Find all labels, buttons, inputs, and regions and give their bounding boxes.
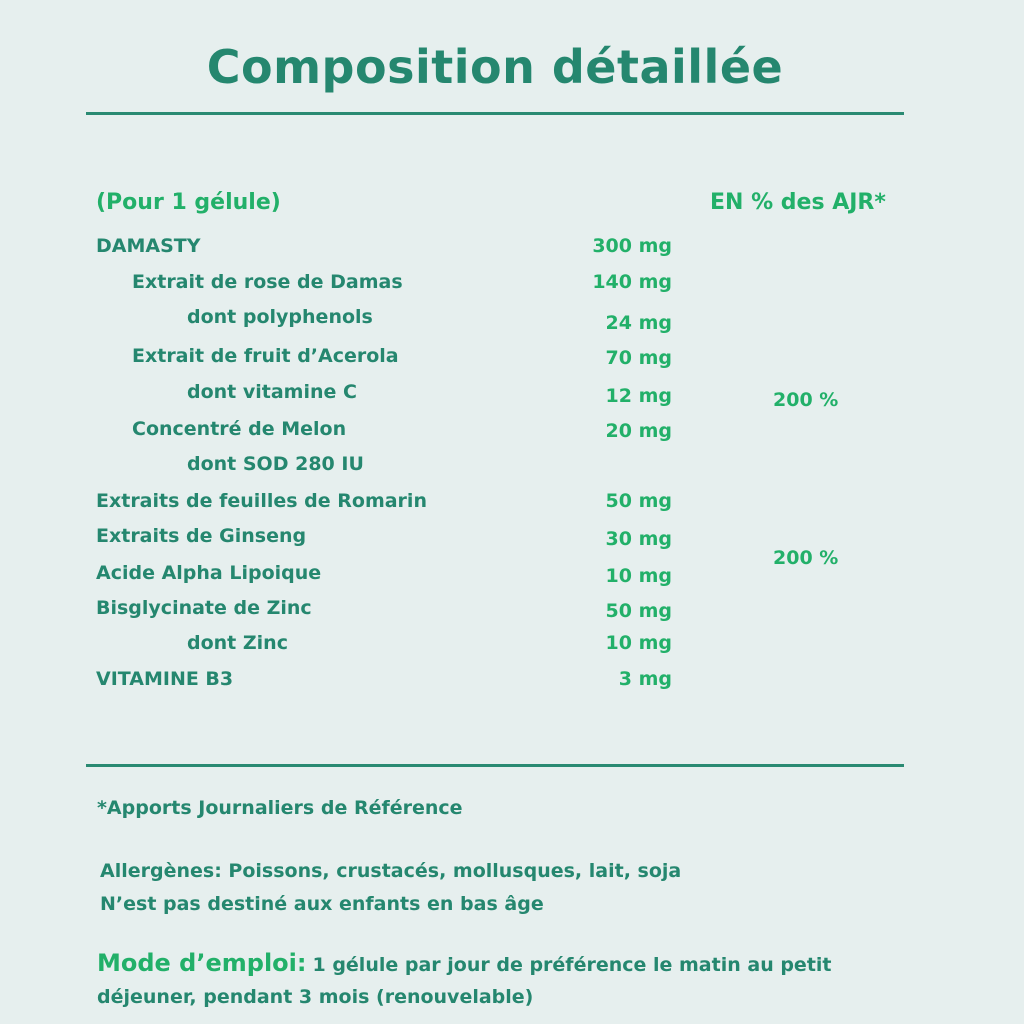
table-row [0,597,1024,627]
ajr-header: EN % des AJR* [710,190,886,215]
table-row [0,525,1024,555]
table-row [0,235,1024,265]
ingredient-qty: 50 mg [605,600,672,622]
ingredient-name: Concentré de Melon [132,418,347,440]
table-row [0,632,1024,662]
ingredient-name: Bisglycinate de Zinc [96,597,312,619]
ingredient-qty: 24 mg [605,312,672,334]
ingredient-name: Extraits de Ginseng [96,525,307,547]
divider-top [86,112,904,115]
table-row [0,668,1024,698]
ingredient-qty: 3 mg [618,668,672,690]
ingredient-name: dont Zinc [187,632,288,654]
usage-label: Mode d’emploi: [97,949,307,977]
table-row [0,306,1024,336]
table-row [0,418,1024,448]
ingredient-qty: 300 mg [592,235,672,257]
ingredient-qty: 12 mg [605,385,672,407]
ingredient-qty: 30 mg [605,528,672,550]
ingredient-name: Extrait de rose de Damas [132,271,403,293]
ingredient-qty: 20 mg [605,420,672,442]
ingredient-name: dont SOD 280 IU [187,453,364,475]
ingredient-name: Extrait de fruit d’Acerola [132,345,399,367]
ingredient-qty: 70 mg [605,347,672,369]
ingredient-qty: 10 mg [605,565,672,587]
ingredient-qty: 50 mg [605,490,672,512]
usage-block [97,947,857,1013]
ingredient-qty: 10 mg [605,632,672,654]
usage-text: 1 gélule par jour de préférence le matin au petit déjeuner, pendant 3 mois (renouvelable) [97,954,832,1008]
ajr-value: 200 % [773,547,839,569]
table-row [0,490,1024,520]
ingredient-name: VITAMINE B3 [96,668,234,690]
table-row [0,345,1024,375]
page-title: Composition détaillée [206,40,784,94]
ajr-footnote: *Apports Journaliers de Référence [97,797,463,819]
per-capsule-header: (Pour 1 gélule) [96,190,281,215]
allergens-block [100,855,681,921]
ingredient-name: dont polyphenols [187,306,373,328]
table-row [0,381,1024,411]
table-row [0,453,1024,483]
divider-bottom [86,764,904,767]
children-warning: N’est pas destiné aux enfants en bas âge [100,893,544,915]
ingredient-name: Acide Alpha Lipoique [96,562,322,584]
ajr-value: 200 % [773,389,839,411]
table-row [0,562,1024,592]
allergens-line: Allergènes: Poissons, crustacés, mollusques, lait, soja [100,860,682,882]
ingredient-name: dont vitamine C [187,381,357,403]
table-row [0,271,1024,301]
ingredient-name: DAMASTY [96,235,201,257]
ingredient-name: Extraits de feuilles de Romarin [96,490,427,512]
ingredient-qty: 140 mg [592,271,672,293]
